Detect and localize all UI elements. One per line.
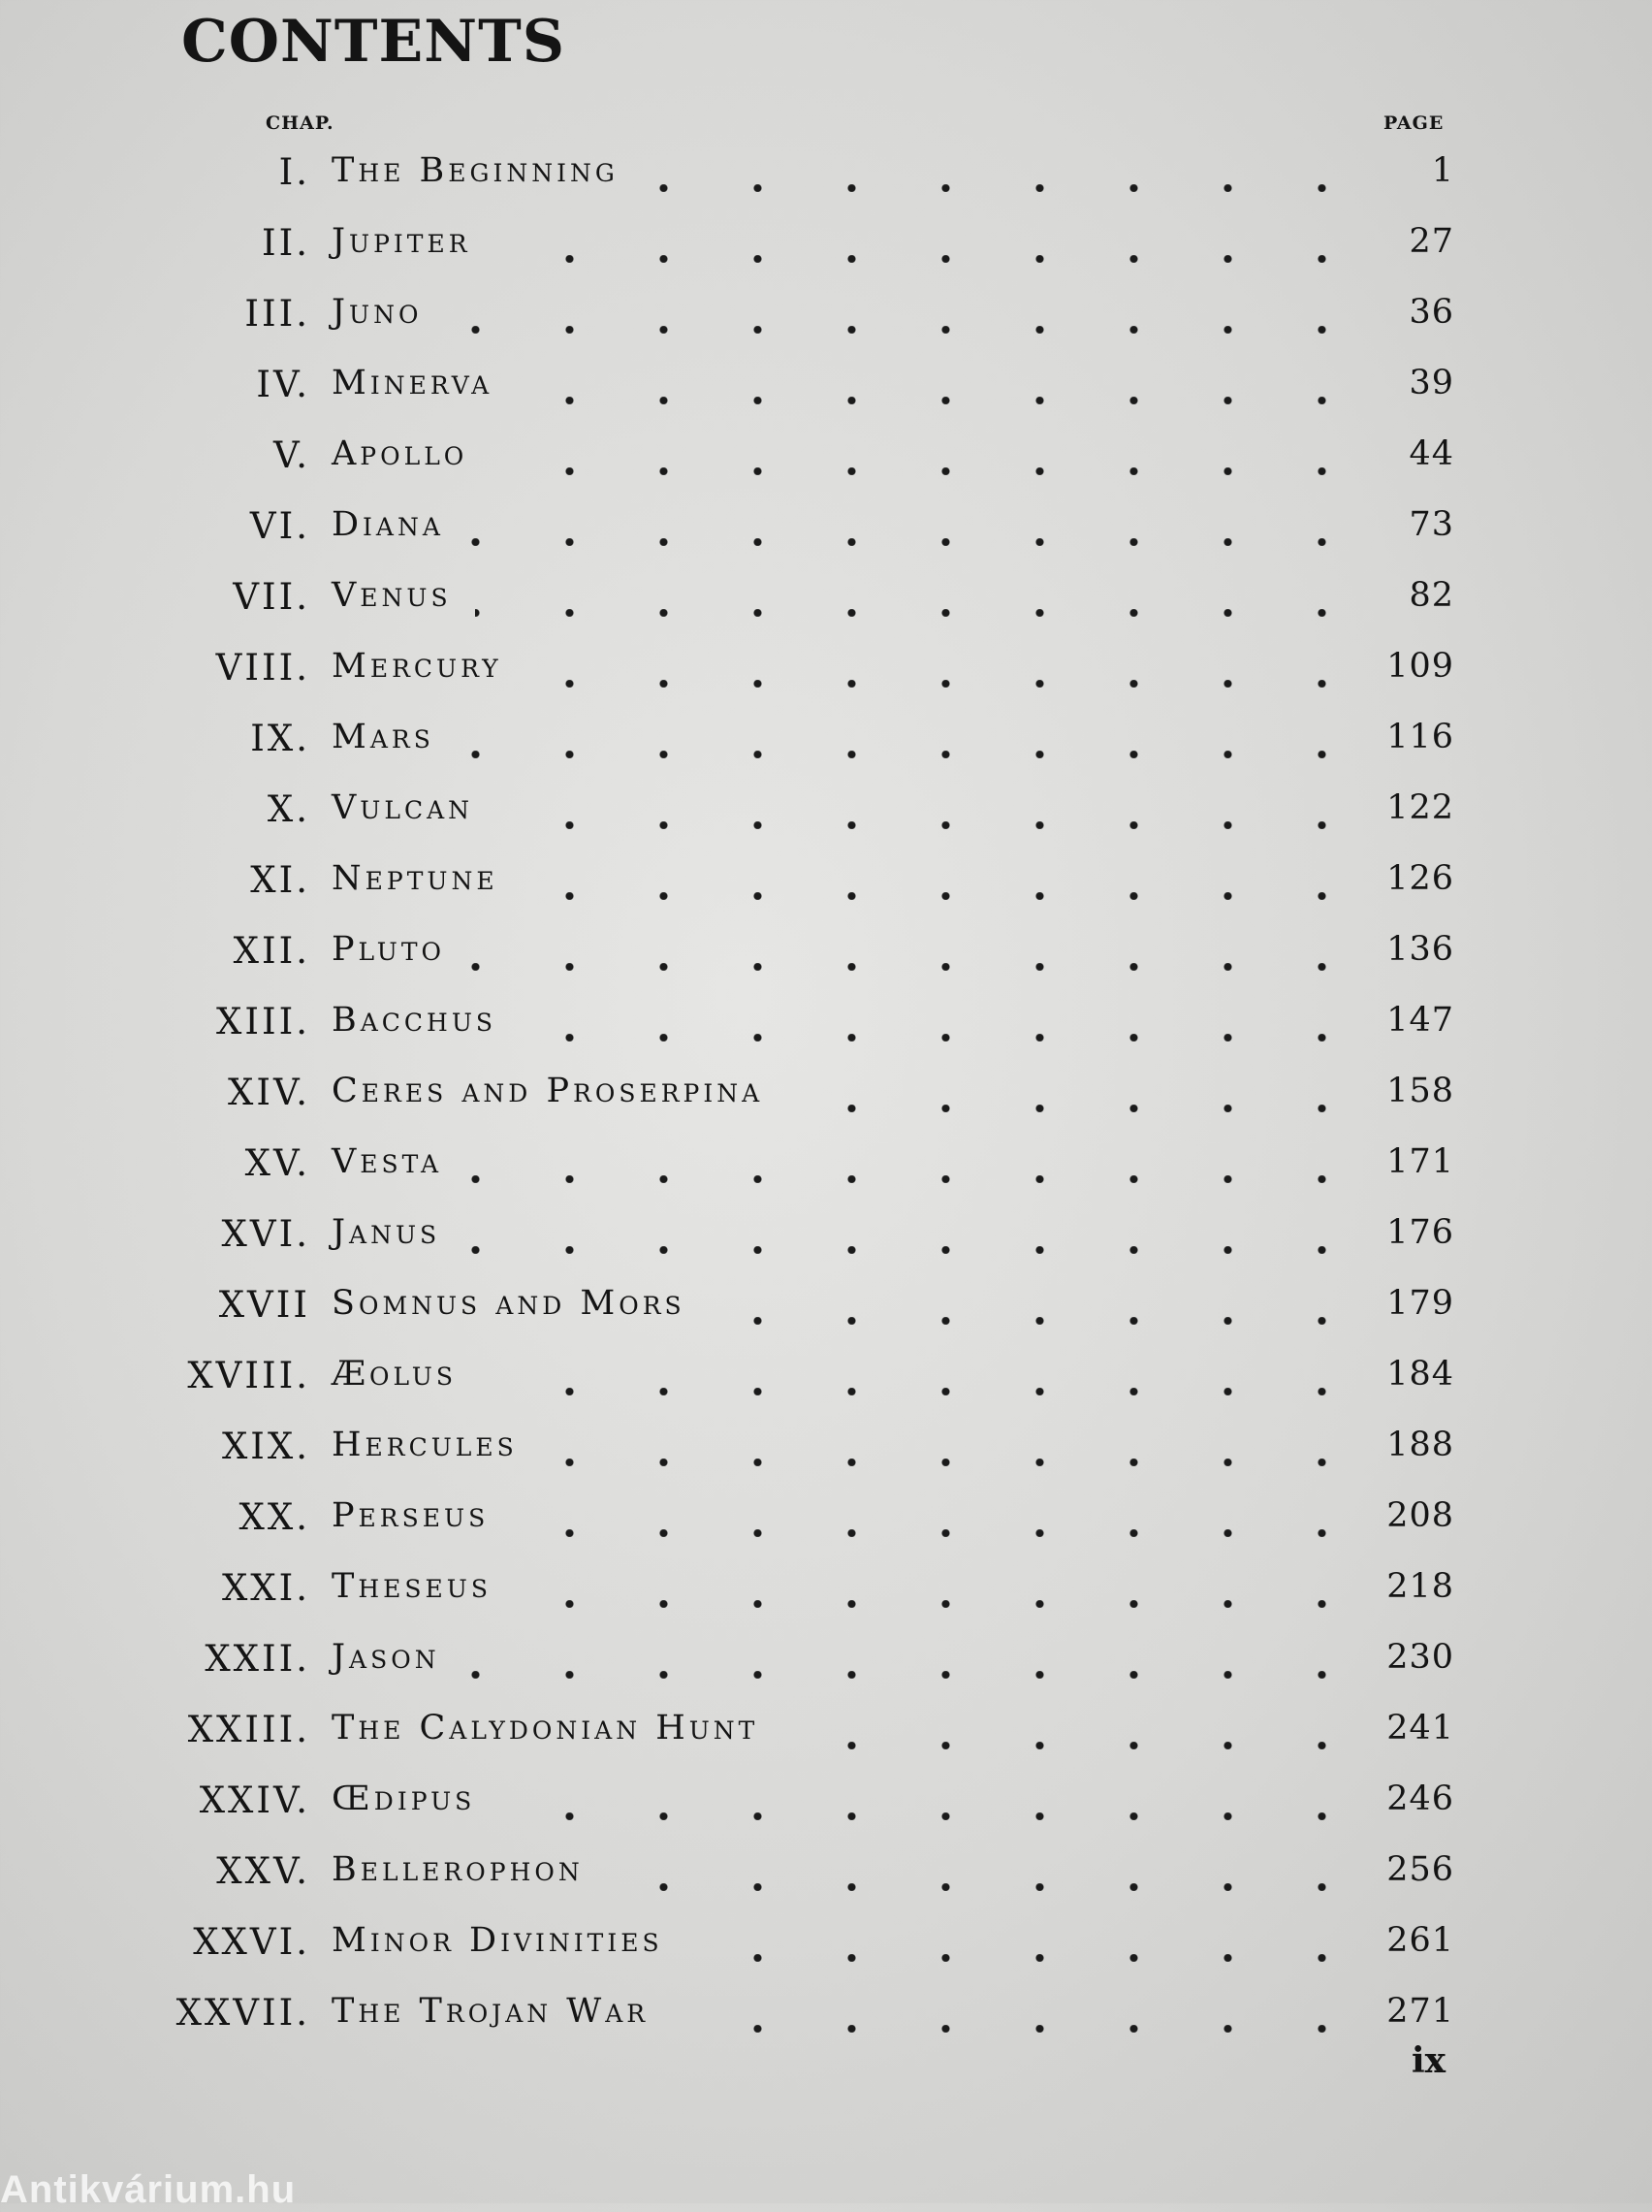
chapter-number: XVI. xyxy=(221,1213,310,1255)
dot-leader xyxy=(480,1388,1369,1395)
page-number: 208 xyxy=(1386,1496,1454,1535)
toc-entry xyxy=(0,1489,1652,1559)
page-number: 256 xyxy=(1386,1850,1454,1889)
chapter-title: Theseus xyxy=(332,1567,492,1606)
page-number: 1 xyxy=(1431,151,1454,190)
dot-leader xyxy=(494,255,1369,263)
chapter-number: X. xyxy=(267,788,310,830)
toc-entry xyxy=(0,1347,1652,1418)
chapter-number: VI. xyxy=(249,505,310,547)
chapter-number: XIV. xyxy=(228,1072,310,1113)
toc-entry xyxy=(0,427,1652,497)
dot-leader xyxy=(463,1246,1369,1254)
chapter-title: Jason xyxy=(332,1638,440,1677)
toc-entry xyxy=(0,285,1652,356)
chapter-number: XXV. xyxy=(216,1850,310,1892)
toc-entry xyxy=(0,922,1652,993)
dot-leader xyxy=(475,609,1369,617)
chapter-title: Bacchus xyxy=(332,1001,497,1040)
chapter-number: XXVI. xyxy=(193,1921,310,1963)
chapter-number: XXI. xyxy=(221,1567,310,1609)
toc-entry xyxy=(0,1205,1652,1276)
chapter-number: XVII xyxy=(218,1284,310,1326)
toc-entry xyxy=(0,1984,1652,2055)
chapter-number: XII. xyxy=(233,930,310,972)
chapter-title: Venus xyxy=(332,576,452,615)
chapter-title: Minor Divinities xyxy=(332,1921,663,1960)
dot-leader xyxy=(491,467,1369,475)
page-number: 27 xyxy=(1409,222,1454,261)
toc-entry xyxy=(0,781,1652,851)
toc-entry xyxy=(0,1701,1652,1772)
toc-entry xyxy=(0,1276,1652,1347)
toc-entry xyxy=(0,851,1652,922)
chapter-title: Jupiter xyxy=(332,222,471,261)
chapter-number: XXIV. xyxy=(199,1779,310,1821)
dot-leader xyxy=(445,326,1369,334)
dot-leader xyxy=(781,1742,1369,1749)
toc-entry xyxy=(0,1843,1652,1913)
page-number: 39 xyxy=(1409,364,1454,402)
chapter-title: Hercules xyxy=(332,1426,518,1464)
chapter-number: XX. xyxy=(238,1496,310,1538)
chapter-title: Juno xyxy=(332,293,423,332)
chapter-title: Mars xyxy=(332,718,434,756)
chapter-number: VII. xyxy=(233,576,310,618)
chapter-title: Minerva xyxy=(332,364,493,402)
chapter-number: XIX. xyxy=(221,1426,310,1467)
dot-leader xyxy=(465,1175,1369,1183)
page-folio: ix xyxy=(1412,2040,1446,2081)
chapter-title: Pluto xyxy=(332,930,446,969)
page-number: 122 xyxy=(1386,788,1454,827)
dot-leader xyxy=(516,397,1369,404)
page-number: 230 xyxy=(1386,1638,1454,1677)
dot-leader xyxy=(607,1883,1369,1891)
dot-leader xyxy=(463,1671,1369,1679)
page-number: 82 xyxy=(1409,576,1454,615)
chapter-title: Janus xyxy=(332,1213,441,1252)
chapter-title: The Trojan War xyxy=(332,1992,650,2031)
table-of-contents xyxy=(0,144,1652,2055)
chapter-number: XV. xyxy=(244,1142,310,1184)
chapter-number: VIII. xyxy=(215,647,310,689)
toc-entry xyxy=(0,144,1652,214)
page-number: 184 xyxy=(1386,1355,1454,1394)
dot-leader xyxy=(458,751,1369,758)
chapter-title: Neptune xyxy=(332,859,498,898)
chapter-number: II. xyxy=(262,222,310,264)
page-number: 109 xyxy=(1386,647,1454,686)
page-number: 36 xyxy=(1409,293,1454,332)
page-column-header: PAGE xyxy=(1383,112,1445,134)
toc-entry xyxy=(0,1630,1652,1701)
page-number: 188 xyxy=(1386,1426,1454,1464)
page-number: 136 xyxy=(1386,930,1454,969)
chapter-title: The Beginning xyxy=(332,151,619,190)
toc-entry xyxy=(0,1913,1652,1984)
toc-entry xyxy=(0,1064,1652,1135)
chapter-number: V. xyxy=(272,434,310,476)
chapter-column-header: CHAP. xyxy=(266,112,334,134)
page-number: 246 xyxy=(1386,1779,1454,1818)
toc-entry xyxy=(0,568,1652,639)
chapter-number: XIII. xyxy=(216,1001,310,1042)
page-number: 73 xyxy=(1409,505,1454,544)
toc-entry xyxy=(0,993,1652,1064)
chapter-title: Diana xyxy=(332,505,444,544)
watermark-text: Antikvárium.hu xyxy=(0,2168,297,2211)
dot-leader xyxy=(496,821,1369,829)
chapter-title: Bellerophon xyxy=(332,1850,584,1889)
chapter-title: The Calydonian Hunt xyxy=(332,1709,759,1747)
chapter-number: XVIII. xyxy=(187,1355,310,1396)
dot-leader xyxy=(512,1529,1369,1537)
chapter-title: Apollo xyxy=(332,434,468,473)
dot-leader xyxy=(642,184,1369,192)
page-number: 171 xyxy=(1386,1142,1454,1181)
chapter-title: Æolus xyxy=(332,1355,457,1394)
page-number: 44 xyxy=(1409,434,1454,473)
page-number: 179 xyxy=(1386,1284,1454,1323)
chapter-number: XXIII. xyxy=(187,1709,310,1750)
dot-leader xyxy=(498,1812,1369,1820)
page-number: 271 xyxy=(1386,1992,1454,2031)
chapter-number: XXVII. xyxy=(175,1992,310,2034)
dot-leader xyxy=(520,1034,1369,1042)
toc-entry xyxy=(0,356,1652,427)
toc-entry xyxy=(0,1418,1652,1489)
chapter-number: XXII. xyxy=(205,1638,310,1680)
page-number: 261 xyxy=(1386,1921,1454,1960)
chapter-number: XI. xyxy=(250,859,310,901)
toc-entry xyxy=(0,710,1652,781)
chapter-title: Perseus xyxy=(332,1496,490,1535)
chapter-title: Vulcan xyxy=(332,788,474,827)
toc-entry xyxy=(0,1559,1652,1630)
dot-leader xyxy=(541,1459,1369,1466)
dot-leader xyxy=(709,1317,1369,1325)
page-number: 158 xyxy=(1386,1072,1454,1110)
dot-leader xyxy=(468,963,1369,971)
chapter-number: I. xyxy=(278,151,310,193)
dot-leader xyxy=(515,1600,1369,1608)
dot-leader xyxy=(672,2025,1369,2033)
dot-leader xyxy=(786,1105,1369,1112)
page-number: 116 xyxy=(1386,718,1454,756)
toc-entry xyxy=(0,214,1652,285)
toc-entry xyxy=(0,497,1652,568)
chapter-number: IV. xyxy=(256,364,310,405)
dot-leader xyxy=(467,538,1369,546)
chapter-number: IX. xyxy=(250,718,310,759)
chapter-title: Ceres and Proserpina xyxy=(332,1072,764,1110)
toc-entry xyxy=(0,639,1652,710)
chapter-title: Œdipus xyxy=(332,1779,476,1818)
dot-leader xyxy=(525,680,1369,688)
dot-leader xyxy=(522,892,1369,900)
chapter-title: Mercury xyxy=(332,647,502,686)
page-number: 147 xyxy=(1386,1001,1454,1040)
toc-entry xyxy=(0,1772,1652,1843)
chapter-number: III. xyxy=(244,293,310,335)
dot-leader xyxy=(686,1954,1369,1962)
page-number: 126 xyxy=(1386,859,1454,898)
chapter-title: Somnus and Mors xyxy=(332,1284,685,1323)
toc-entry xyxy=(0,1135,1652,1205)
page-number: 241 xyxy=(1386,1709,1454,1747)
page-number: 218 xyxy=(1386,1567,1454,1606)
page-title: CONTENTS xyxy=(181,8,566,76)
page-number: 176 xyxy=(1386,1213,1454,1252)
chapter-title: Vesta xyxy=(332,1142,443,1181)
